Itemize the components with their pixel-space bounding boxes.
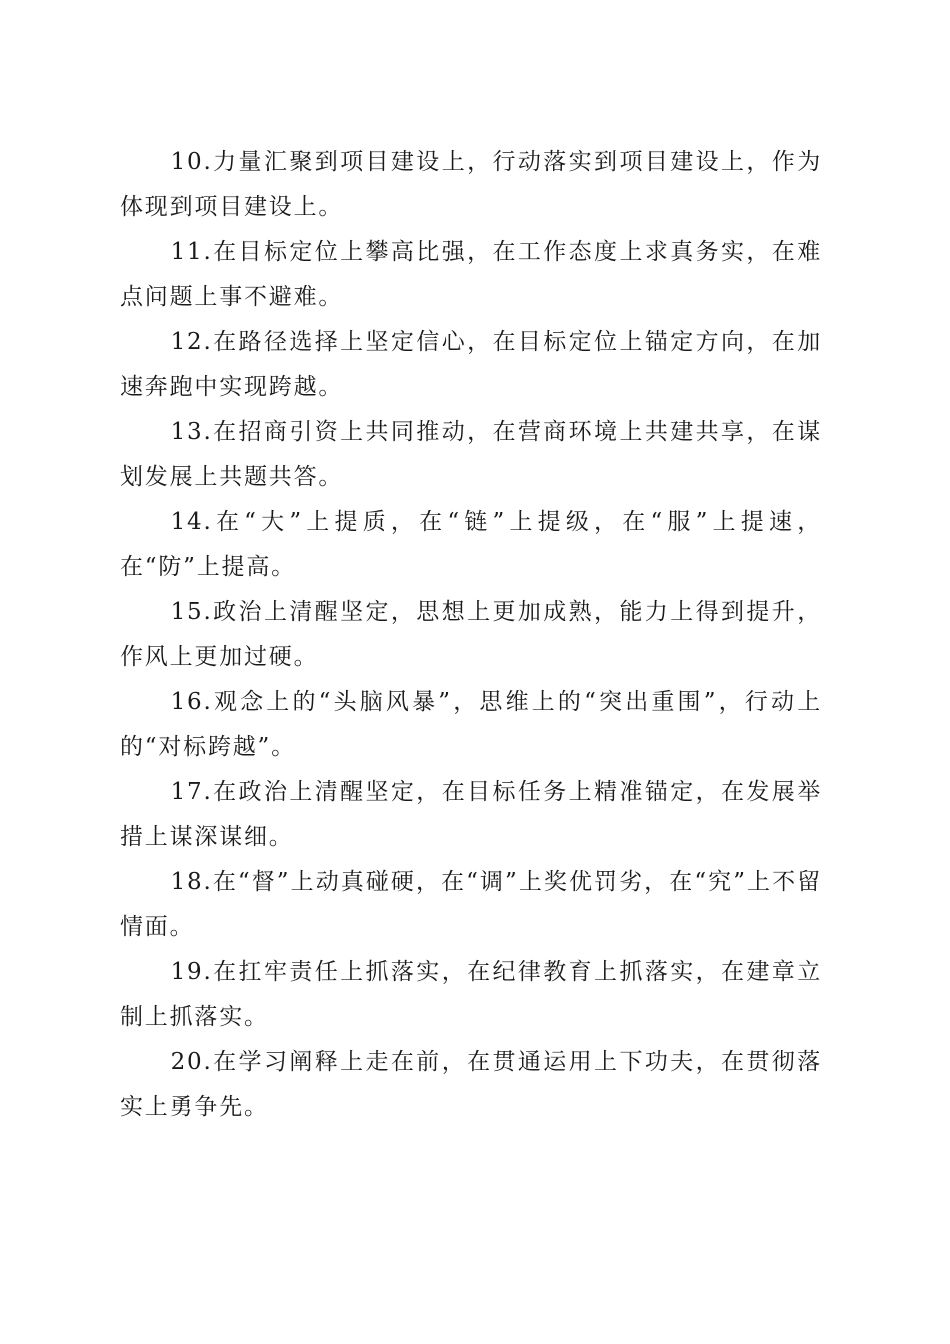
list-item-16: 16.观念上的“头脑风暴”，思维上的“突出重围”，行动上的“对标跨越”。 [120,689,822,760]
list-item-17: 17.在政治上清醒坚定，在目标任务上精准锚定，在发展举措上谋深谋细。 [120,779,822,850]
list-item-10: 10.力量汇聚到项目建设上，行动落实到项目建设上，作为体现到项目建设上。 [120,149,822,220]
list-item-12: 12.在路径选择上坚定信心，在目标定位上锚定方向，在加速奔跑中实现跨越。 [120,329,822,400]
list-item-14: 14.在“大”上提质，在“链”上提级，在“服”上提速，在“防”上提高。 [120,509,822,580]
list-item-15: 15.政治上清醒坚定，思想上更加成熟，能力上得到提升，作风上更加过硬。 [120,599,822,670]
list-item-19: 19.在扛牢责任上抓落实，在纪律教育上抓落实，在建章立制上抓落实。 [120,959,822,1030]
list-item-18: 18.在“督”上动真碰硬，在“调”上奖优罚劣，在“究”上不留情面。 [120,869,822,940]
document-body [120,140,822,1130]
list-item-11: 11.在目标定位上攀高比强，在工作态度上求真务实，在难点问题上事不避难。 [120,239,822,310]
list-item-20: 20.在学习阐释上走在前，在贯通运用上下功夫，在贯彻落实上勇争先。 [120,1049,822,1120]
list-item-13: 13.在招商引资上共同推动，在营商环境上共建共享，在谋划发展上共题共答。 [120,419,822,490]
